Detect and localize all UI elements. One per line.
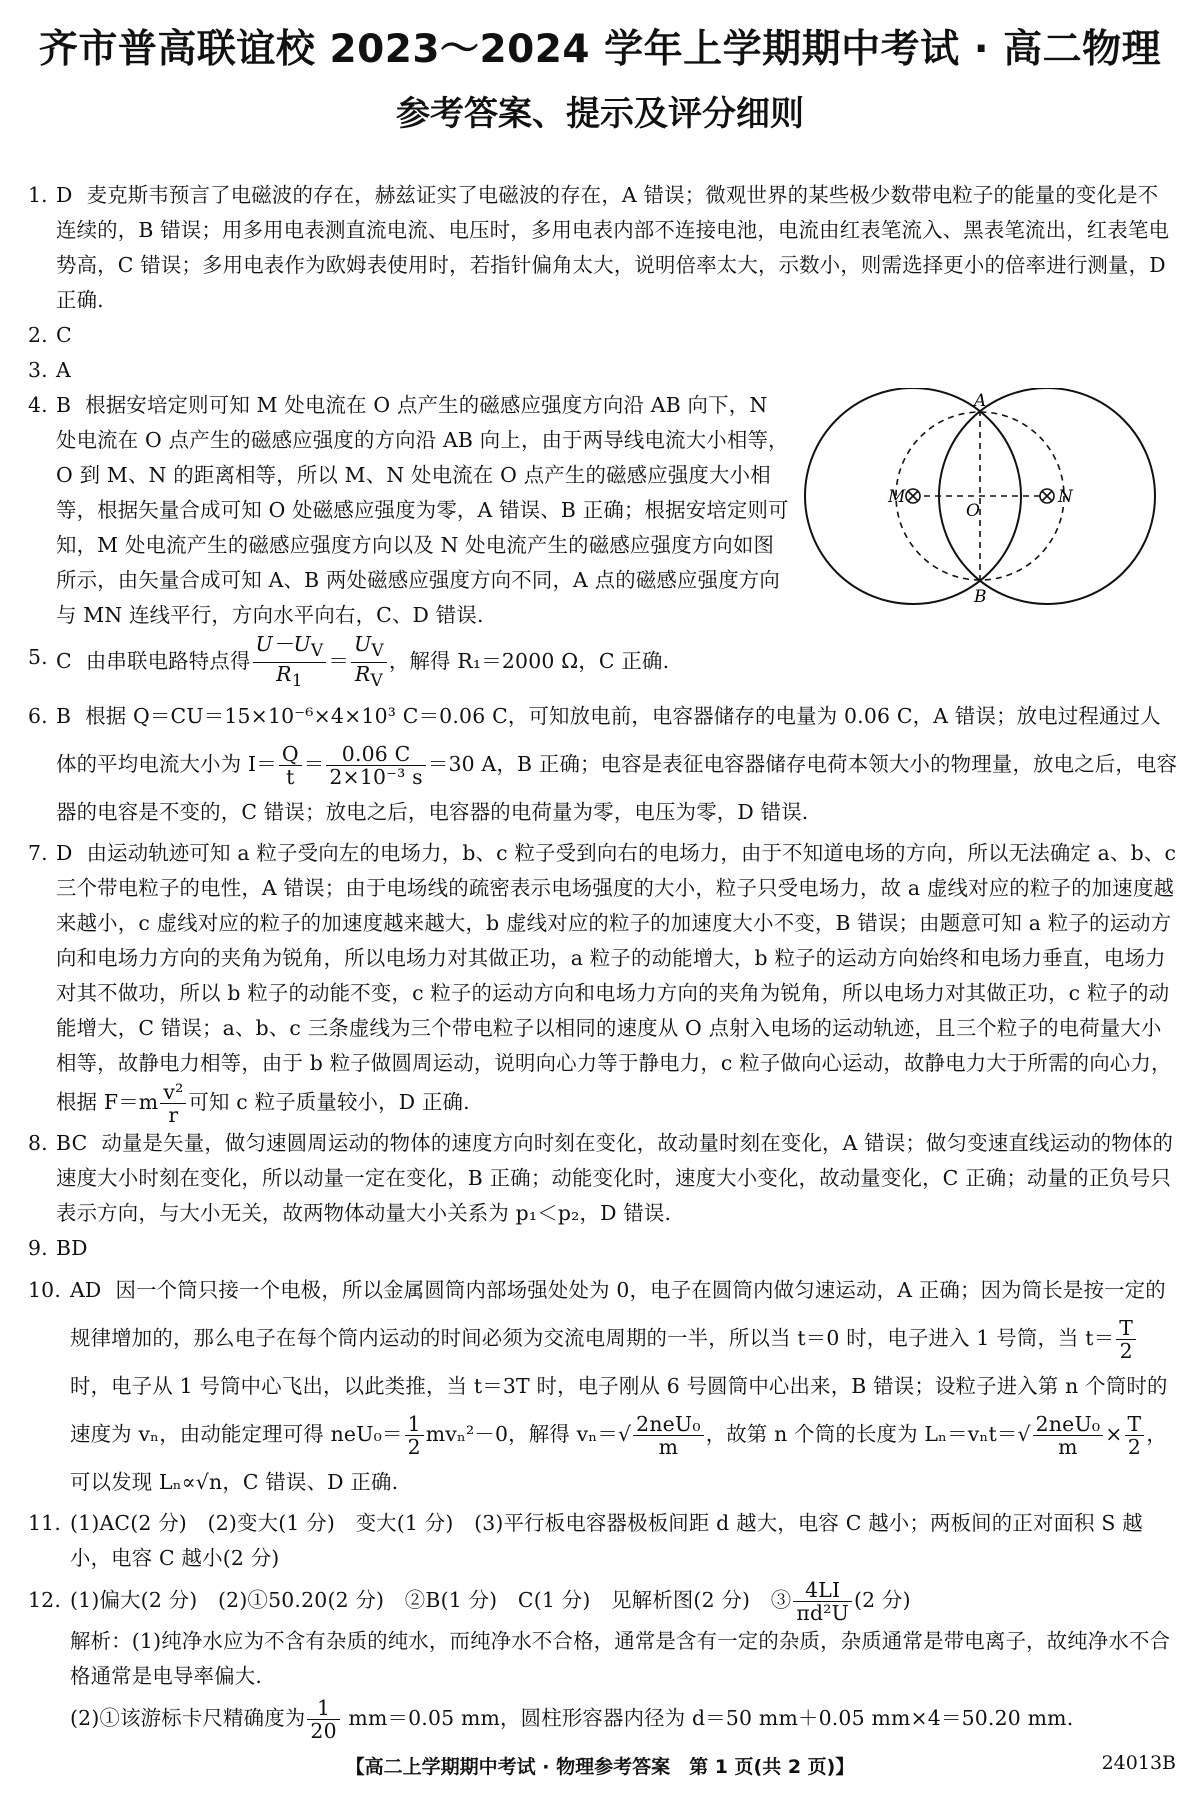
fraction: $\frac{0.06 C}{\text{2×10⁻³ s}}$ (326, 743, 426, 788)
fraction: $\frac{4LI}{\text{πd²U}}$ (793, 1579, 852, 1624)
footer-code: 24013B (1101, 1752, 1176, 1774)
answers-body (28, 178, 1178, 1742)
answer-item-6: 6. B 根据 Q＝CU＝15×10⁻⁶×4×10³ C＝0.06 C，可知放电前，电容器储存的电量为 0.06 C，A 错误；放电过程通过人体的平均电流大小为 I＝ $\frac{Q}{t}$ ＝ $\frac{0.06 C}{\text{2×10⁻³ s}}$ ＝30 A，B 正确；电容是表征电容器储存电荷本领大小的物理量，放电之后，电容器的电容是不变的，C 错误；放电之后，电容器的电荷量为零，电压为零，D 错误. (28, 704, 1178, 825)
label-a: A (974, 391, 987, 411)
fraction: $\frac{U-U_V}{R_1}$ (253, 633, 327, 692)
answer-choice: BD (56, 1236, 88, 1261)
answer-item-11: 11. (1)AC(2 分) (2)变大(1 分) 变大(1 分) (3)平行板电容器极板间距 d 越大，电容 C 越小；两板间的正对面积 S 越小，电容 C 越小(2 分) (28, 1511, 1143, 1571)
label-b: B (974, 587, 987, 607)
label-n: N (1058, 487, 1074, 507)
page-title: 齐市普高联谊校 2023～2024 学年上学期期中考试 · 高二物理 (38, 27, 1162, 72)
current-n-icon (1040, 489, 1054, 503)
answer-explanation: 麦克斯韦预言了电磁波的存在，赫兹证实了电磁波的存在，A 错误；微观世界的某些极少数带电粒子的能量的变化是不连续的，B 错误；用多用电表测直流电流、电压时，多用电表内部不连接电池，电流由红表笔流入、黑表笔流出，红表笔电势高，C 错误；多用电表作为欧姆表使用时，若指针偏角太大，说明倍率太大，示数小，则需选择更小的倍率进行测量，D 正确. (56, 183, 1170, 312)
answer-choice: B (56, 704, 72, 729)
fraction: $\frac{T}{2}$ (1125, 1413, 1145, 1458)
answer-choice: C (56, 323, 72, 347)
fraction: $\frac{1}{2}$ (405, 1413, 424, 1458)
answer-item-4: 4. B 根据安培定则可知 M 处电流在 O 点产生的磁感应强度方向沿 AB 向下，N 处电流在 O 点产生的磁感应强度的方向沿 AB 向上，由于两导线电流大小相等，O 到 M、N 的距离相等，所以 M、N 处电流在 O 点产生的磁感应强度大小相等，根据矢量合成可知 O 处磁感应强度为零，A 错误、B 正确；根据安培定则可知，M 处电流产生的磁感应强度方向以及 N 处电流产生的磁感应强度方向如图所示，由矢量合成可知 A、B 两处磁感应强度方向不同，A 点的磁感应强度方向与 MN 连线平行，方向水平向右，C、D 错误. A B M N O (28, 388, 1178, 633)
answer-item-7: 7. D 由运动轨迹可知 a 粒子受向左的电场力，b、c 粒子受到向右的电场力，由于不知道电场的方向，所以无法确定 a、b、c 三个带电粒子的电性，A 错误；由于电场线的疏密表示电场强度的大小，粒子只受电场力，故 a 虚线对应的粒子的加速度越来越小，c 虚线对应的粒子的加速度越来越大，b 虚线对应的粒子的加速度大小不变，B 错误；由题意可知 a 粒子的运动方向和电场力方向的夹角为锐角，所以电场力对其做正功，a 粒子的动能增大，b 粒子的运动方向始终和电场力垂直，电场力对其不做功，所以 b 粒子的动能不变，c 粒子的运动方向和电场力方向的夹角为锐角，所以电场力对其做正功，c 粒子的动能增大，C 错误；a、b、c 三条虚线为三个带电粒子以相同的速度从 O 点射入电场的运动轨迹，且三个粒子的电荷量大小相等，故静电力相等，由于 b 粒子做圆周运动，说明向心力等于静电力，c 粒子做向心运动，故静电力大于所需的向心力，根据 F＝m $\frac{\text{v²}}{r}$ 可知 c 粒子质量较小，D 正确. (28, 841, 1177, 1128)
answer-explanation: (1)AC(2 分) (2)变大(1 分) 变大(1 分) (3)平行板电容器极板间距 d 越大，电容 C 越小；两板间的正对面积 S 越小，电容 C 越小(2 分) (70, 1511, 1143, 1571)
fraction: $\frac{\text{2neU₀}}{m}$ (1033, 1413, 1104, 1458)
magnetic-field-figure (790, 388, 1170, 608)
answer-item-2: 2. C (28, 323, 72, 347)
fraction: $\frac{\text{2neU₀}}{m}$ (633, 1413, 704, 1458)
page-subtitle: 参考答案、提示及评分细则 (396, 94, 804, 134)
footer-page-info: 【高二上学期期中考试 · 物理参考答案 第 1 页(共 2 页)】 (345, 1756, 855, 1778)
answer-choice: B (56, 393, 72, 417)
label-o: O (966, 501, 981, 521)
answer-item-1: 1. D 麦克斯韦预言了电磁波的存在，赫兹证实了电磁波的存在，A 错误；微观世界的某些极少数带电粒子的能量的变化是不连续的，B 错误；用多用电表测直流电流、电压时，多用电表内部不连接电池，电流由红表笔流入、黑表笔流出，红表笔电势高，C 错误；多用电表作为欧姆表使用时，若指针偏角太大，说明倍率太大，示数小，则需选择更小的倍率进行测量，D 正确. (28, 183, 1170, 312)
answer-item-10: 10. AD 因一个筒只接一个电极，所以金属圆筒内部场强处处为 0，电子在圆筒内做匀速运动，A 正确；因为筒长是按一定的规律增加的，那么电子在每个筒内运动的时间必须为交流电周期的一半，所以当 t＝0 时，电子进入 1 号筒，当 t＝ $\frac{T}{2}$ 时，电子从 1 号筒中心飞出，以此类推，当 t＝3T 时，电子刚从 6 号圆筒中心出来，B 错误；设粒子进入第 n 个筒时的速度为 vₙ，由动能定理可得 neU₀＝ $\frac{1}{2}$ mvₙ²－0，解得 vₙ＝√ $\frac{\text{2neU₀}}{m}$ ，故第 n 个筒的长度为 Lₙ＝vₙt＝√ $\frac{\text{2neU₀}}{m}$ × $\frac{T}{2}$ ，可以发现 Lₙ∝√n，C 错误、D 正确. (28, 1278, 1168, 1495)
fraction: $\frac{1}{20}$ (307, 1697, 339, 1742)
answer-choice: BC (56, 1131, 88, 1156)
answer-item-8: 8. BC 动量是矢量，做匀速圆周运动的物体的速度方向时刻在变化，故动量时刻在变化，A 错误；做匀变速直线运动的物体的速度大小时刻在变化，所以动量一定在变化，B 正确；动能变化时，速度大小变化，故动量变化，C 正确；动量的正负号只表示方向，与大小无关，故两物体动量大小关系为 p₁＜p₂，D 错误. (28, 1131, 1174, 1226)
answer-explanation: 动量是矢量，做匀速圆周运动的物体的速度方向时刻在变化，故动量时刻在变化，A 错误；做匀变速直线运动的物体的速度大小时刻在变化，所以动量一定在变化，B 正确；动能变化时，速度大小变化，故动量变化，C 正确；动量的正负号只表示方向，与大小无关，故两物体动量大小关系为 p₁＜p₂，D 错误. (56, 1131, 1174, 1226)
current-m-icon (906, 489, 920, 503)
answer-explanation: 根据安培定则可知 M 处电流在 O 点产生的磁感应强度方向沿 AB 向下，N 处电流在 O 点产生的磁感应强度的方向沿 AB 向上，由于两导线电流大小相等，O 到 M、N 的距离相等，所以 M、N 处电流在 O 点产生的磁感应强度大小相等，根据矢量合成可知 O 处磁感应强度为零，A 错误、B 正确；根据安培定则可知，M 处电流产生的磁感应强度方向以及 N 处电流产生的磁感应强度方向如图所示，由矢量合成可知 A、B 两处磁感应强度方向不同，A 点的磁感应强度方向与 MN 连线平行，方向水平向右，C、D 错误. (56, 393, 789, 627)
analysis-paragraph: 解析：(1)纯净水应为不含有杂质的纯水，而纯净水不合格，通常是含有一定的杂质，杂质通常是带电离子，故纯净水不合格通常是电导率偏大. (70, 1629, 1171, 1689)
answer-choice: A (56, 358, 71, 382)
answer-item-3: 3. A (28, 358, 71, 382)
fraction: $\frac{U_V}{R_V}$ (351, 633, 387, 692)
fraction: $\frac{\text{v²}}{r}$ (160, 1081, 186, 1126)
answer-choice: AD (70, 1278, 102, 1303)
analysis-paragraph-2: (2)①该游标卡尺精确度为 $\frac{1}{20}$ mm＝0.05 mm，圆柱形容器内径为 d＝50 mm＋0.05 mm×4＝50.20 mm. (70, 1696, 1074, 1744)
answer-item-5: 5. C 由串联电路特点得 $\frac{U-U_V}{R_1}$ ＝ $\frac{U_V}{R_V}$ ，解得 R₁＝2000 Ω，C 正确. (28, 632, 670, 692)
answer-choice: C (56, 649, 72, 674)
answer-choice: D (56, 841, 73, 866)
fraction: $\frac{Q}{t}$ (279, 743, 302, 788)
answer-item-12: 12. (1)偏大(2 分) (2)①50.20(2 分) ②B(1 分) C(1 分) 见解析图(2 分) ③ $\frac{4LI}{\text{πd²U}}$ (2 分) 解析：(1)纯净水应为不含有杂质的纯水，而纯净水不合格，通常是含有一定的杂质，杂质通常是带电离子，故纯净水不合格通常是电导率偏大. (2)①该游标卡尺精确度为 $\frac{1}{20}$ mm＝0.05 mm，圆柱形容器内径为 d＝50 mm＋0.05 mm×4＝50.20 mm. (28, 1576, 1178, 1742)
answer-item-9: 9. BD (28, 1236, 88, 1261)
fraction: $\frac{T}{2}$ (1116, 1317, 1136, 1362)
label-m: M (888, 487, 906, 507)
answer-choice: D (56, 183, 73, 207)
